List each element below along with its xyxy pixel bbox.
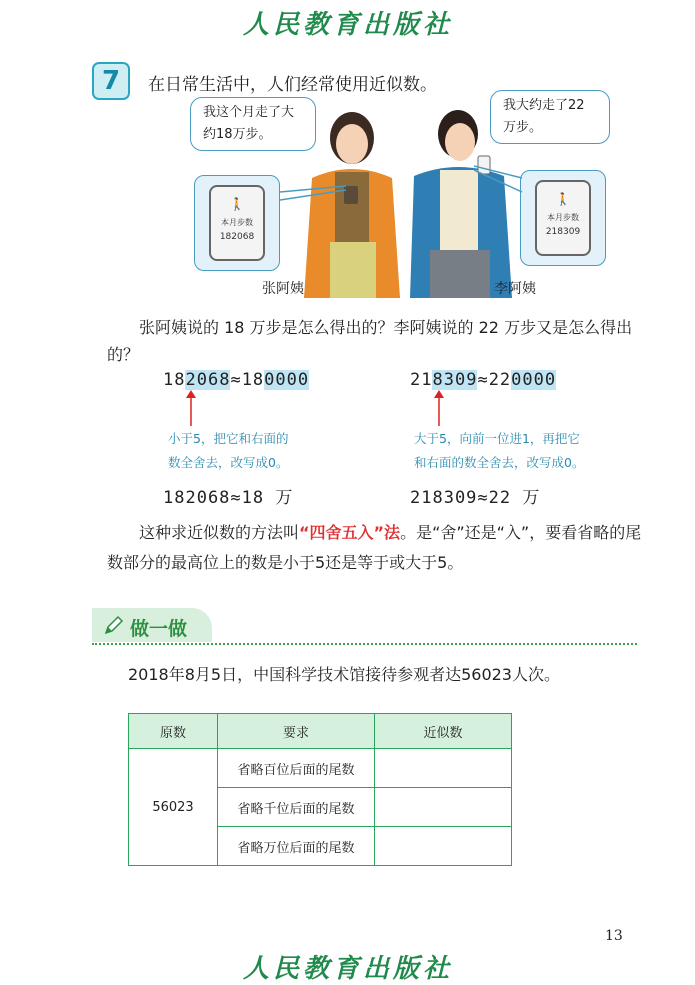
rounded-digits: 18 bbox=[241, 370, 265, 390]
callout-connector-right bbox=[474, 160, 526, 200]
explanation-part1: 这种求近似数的方法叫 bbox=[139, 523, 300, 542]
table-row bbox=[129, 749, 512, 788]
phone-screen-left bbox=[209, 185, 265, 261]
rounding-result-left: 182068≈18 万 bbox=[163, 488, 294, 508]
phone-label-right: 本月步数 bbox=[547, 213, 579, 222]
requirement-cell: 省略百位后面的尾数 bbox=[218, 749, 375, 788]
explanation-paragraph bbox=[107, 518, 647, 578]
phone-screen-right bbox=[535, 180, 591, 256]
requirement-cell: 省略千位后面的尾数 bbox=[218, 788, 375, 827]
dropped-digits: 2068 bbox=[185, 370, 231, 390]
note-line: 小于5，把它和右面的 bbox=[168, 431, 289, 446]
note-line: 大于5，向前一位进1，再把它 bbox=[414, 431, 580, 446]
dropped-digits: 8309 bbox=[432, 370, 478, 390]
zero-digits: 0000 bbox=[264, 370, 310, 390]
publisher-header: 人民教育出版社 bbox=[242, 10, 453, 40]
table-header: 要求 bbox=[218, 714, 375, 749]
walk-icon: 🚶 bbox=[555, 192, 571, 206]
name-zhang: 张阿姨 bbox=[262, 281, 304, 297]
pencil-icon bbox=[102, 615, 124, 637]
explanation-part2: 。是“舍”还是“入”，要看省略的尾数部分的最高位上的数是小于5还是等于或大于5。 bbox=[107, 523, 642, 572]
table-header-row bbox=[129, 714, 512, 749]
name-li: 李阿姨 bbox=[494, 281, 536, 297]
page-number: 13 bbox=[605, 928, 623, 944]
original-number-cell: 56023 bbox=[129, 749, 218, 866]
phone-callout-right bbox=[520, 170, 606, 266]
rounding-expression-right bbox=[410, 370, 556, 390]
note-line: 数全舍去，改写成0。 bbox=[168, 455, 289, 470]
requirement-cell: 省略万位后面的尾数 bbox=[218, 827, 375, 866]
phone-label-left: 本月步数 bbox=[221, 218, 253, 227]
publisher-footer: 人民教育出版社 bbox=[242, 954, 453, 984]
section-title: 做一做 bbox=[130, 618, 188, 640]
table-header: 原数 bbox=[129, 714, 218, 749]
method-term: “四舍五入”法 bbox=[299, 523, 401, 542]
callout-connector-left bbox=[280, 180, 350, 210]
arrow-up-icon bbox=[183, 390, 199, 426]
zero-digits: 0000 bbox=[511, 370, 557, 390]
answer-cell[interactable] bbox=[375, 827, 512, 866]
section-divider bbox=[92, 643, 637, 645]
rounded-digits: 22 bbox=[488, 370, 512, 390]
speech-bubble-left: 我这个月走了大约18万步。 bbox=[190, 97, 316, 151]
note-line: 和右面的数全舍去，改写成0。 bbox=[414, 455, 585, 470]
phone-value-right: 218309 bbox=[545, 227, 581, 237]
phone-callout-left bbox=[194, 175, 280, 271]
rounding-note-right bbox=[414, 427, 584, 475]
example-number-badge: 7 bbox=[92, 62, 130, 100]
rounding-result-right: 218309≈22 万 bbox=[410, 488, 541, 508]
practice-task: 2018年8月5日，中国科学技术馆接待参观者达56023人次。 bbox=[128, 665, 560, 684]
answer-cell[interactable] bbox=[375, 788, 512, 827]
speech-bubble-right: 我大约走了22万步。 bbox=[490, 90, 610, 144]
kept-digits: 18 bbox=[163, 370, 186, 390]
approx-sign: ≈ bbox=[477, 370, 489, 390]
table-header: 近似数 bbox=[375, 714, 512, 749]
approx-sign: ≈ bbox=[230, 370, 242, 390]
example-intro: 在日常生活中，人们经常使用近似数。 bbox=[148, 75, 437, 95]
walk-icon: 🚶 bbox=[229, 197, 245, 211]
example-question: 张阿姨说的 18 万步是怎么得出的？李阿姨说的 22 万步又是怎么得出的？ bbox=[107, 318, 633, 364]
practice-table bbox=[128, 713, 512, 866]
kept-digits: 21 bbox=[410, 370, 433, 390]
rounding-note-left bbox=[168, 427, 288, 475]
rounding-expression-left bbox=[163, 370, 309, 390]
phone-value-left: 182068 bbox=[219, 232, 255, 242]
arrow-up-icon bbox=[431, 390, 447, 426]
answer-cell[interactable] bbox=[375, 749, 512, 788]
